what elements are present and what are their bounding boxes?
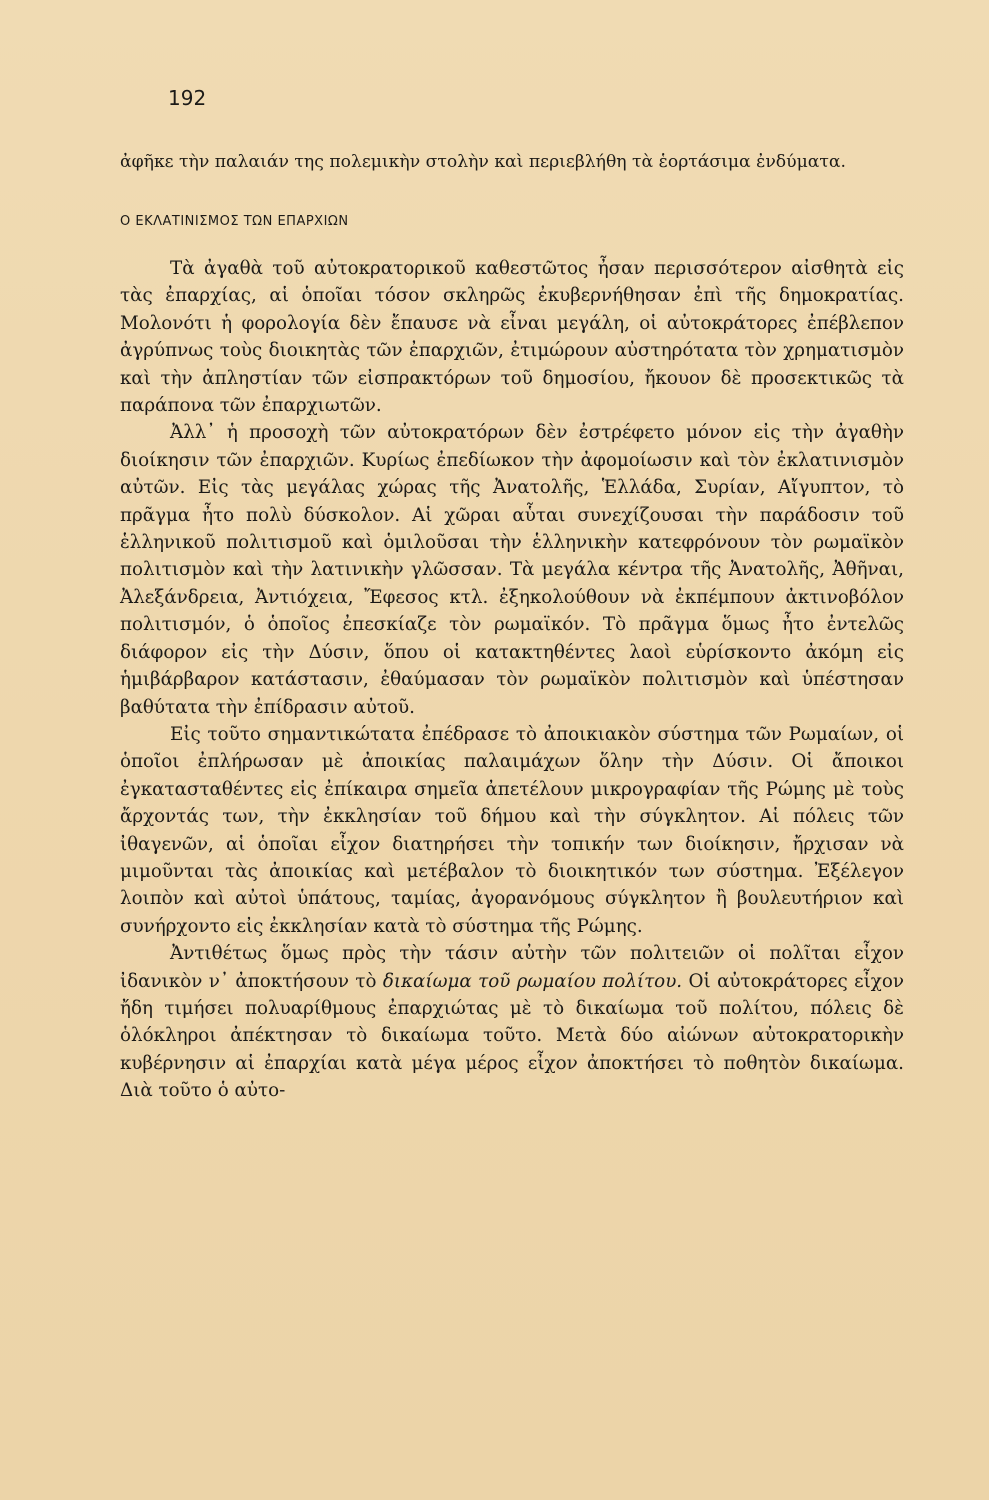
text-block bbox=[120, 150, 904, 1105]
intro-text: ἀφῆκε τὴν παλαιάν της πολεμικὴν στολὴν καὶ περιεβλήθη τὰ ἑορτάσιμα ἐνδύματα. bbox=[120, 152, 846, 172]
section-heading: Ο ΕΚΛΑΤΙΝΙΣΜΟΣ ΤΩΝ ΕΠΑΡΧΙΩΝ bbox=[120, 214, 349, 229]
paragraph-2: Ἀλλ᾽ ἡ προσοχὴ τῶν αὐτοκρατόρων δὲν ἐστρέφετο μόνον εἰς τὴν ἀγαθὴν διοίκησιν τῶν ἐπαρχιῶν. Κυρίως ἐπεδίωκον τὴν ἀφομοίωσιν καὶ τὸν ἐκλατινισμὸν αὐτῶν. Εἰς τὰς μεγάλας χώρας τῆς Ἀνατολῆς, Ἑλλάδα, Συρίαν, Αἴγυπτον, τὸ πρᾶγμα ἦτο πολὺ δύσκολον. Αἱ χῶραι αὗται συνεχίζουσαι τὴν παράδοσιν τοῦ ἑλληνικοῦ πολιτισμοῦ καὶ ὁμιλοῦσαι τὴν ἑλληνικὴν κατεφρόνουν τὸν ρωμαϊκὸν πολιτισμὸν καὶ τὴν λατινικὴν γλῶσσαν. Τὰ μεγάλα κέντρα τῆς Ἀνατολῆς, Ἀθῆναι, Ἀλεξάνδρεια, Ἀντιόχεια, Ἔφεσος κτλ. ἐξηκολούθουν νὰ ἐκπέμπουν ἀκτινοβόλον πολιτισμόν, ὁ ὁποῖος ἐπεσκίαζε τὸν ρωμαϊκόν. Τὸ πρᾶγμα ὅμως ἦτο ἐντελῶς διάφορον εἰς τὴν Δύσιν, ὅπου οἱ κατακτηθέντες λαοὶ εὑρίσκοντο ἀκόμη εἰς ἡμιβάρβαρον κατάστασιν, ἐθαύμασαν τὸν ρωμαϊκὸν πολιτισμὸν καὶ ὑπέστησαν βαθύτατα τὴν ἐπίδρασιν αὐτοῦ. bbox=[120, 422, 904, 718]
paragraph-4 bbox=[120, 940, 904, 1104]
paragraph-4-emphasis: δικαίωμα τοῦ ρωμαίου πολίτου. bbox=[382, 970, 683, 992]
paragraph-1: Τὰ ἀγαθὰ τοῦ αὐτοκρατορικοῦ καθεστῶτος ἦσαν περισσότερον αἰσθητὰ εἰς τὰς ἐπαρχίας, αἱ ὁποῖαι τόσον σκληρῶς ἐκυβερνήθησαν ἐπὶ τῆς δημοκρατίας. Μολονότι ἡ φορολογία δὲν ἔπαυσε νὰ εἶναι μεγάλη, οἱ αὐτοκράτορες ἐπέβλεπον ἀγρύπνως τοὺς διοικητὰς τῶν ἐπαρχιῶν, ἐτιμώρουν αὐστηρότατα τὸν χρηματισμὸν καὶ τὴν ἀπληστίαν τῶν εἰσπρακτόρων τοῦ δημοσίου, ἤκουον δὲ προσεκτικῶς τὰ παράπονα τῶν ἐπαρχιωτῶν. bbox=[120, 258, 904, 417]
paragraph-3: Εἰς τοῦτο σημαντικώτατα ἐπέδρασε τὸ ἀποικιακὸν σύστημα τῶν Ρωμαίων, οἱ ὁποῖοι ἐπλήρωσαν μὲ ἀποικίας παλαιμάχων ὅλην τὴν Δύσιν. Οἱ ἄποικοι ἐγκατασταθέντες εἰς ἐπίκαιρα σημεῖα ἀπετέλουν μικρογραφίαν τῆς Ρώμης μὲ τοὺς ἄρχοντάς των, τὴν ἐκκλησίαν τοῦ δήμου καὶ τὴν σύγκλητον. Αἱ πόλεις τῶν ἰθαγενῶν, αἱ ὁποῖαι εἶχον διατηρήσει τὴν τοπικήν των διοίκησιν, ἤρχισαν νὰ μιμοῦνται τὰς ἀποικίας καὶ μετέβαλον τὸ διοικητικόν των σύστημα. Ἐξέλεγον λοιπὸν καὶ αὐτοὶ ὑπάτους, ταμίας, ἀγορανόμους σύγκλητον ἢ βουλευτήριον καὶ συνήρχοντο εἰς ἐκκλησίαν κατὰ τὸ σύστημα τῆς Ρώμης. bbox=[120, 723, 904, 937]
page-number: 192 bbox=[168, 86, 207, 110]
paragraph-4-part2: Οἱ αὐτοκράτορες εἶχον ἤδη τιμήσει πολυαρίθμους ἐπαρχιώτας μὲ τὸ δικαίωμα τοῦ πολίτου, πόλεις δὲ ὁλόκληροι ἀπέκτησαν τὸ δικαίωμα τοῦτο. Μετὰ δύο αἰώνων αὐτοκρατορικὴν κυβέρνησιν αἱ ἐπαρχίαι κατὰ μέγα μέρος εἶχον ἀποκτήσει τὸ ποθητὸν δικαίωμα. Διὰ τοῦτο ὁ αὐτο- bbox=[120, 970, 904, 1102]
paragraph-4-part1: Ἀντιθέτως ὅμως πρὸς τὴν τάσιν αὐτὴν τῶν πολιτειῶν οἱ πολῖται εἶχον ἰδανικὸν ν᾽ ἀποκτήσουν τὸ bbox=[120, 943, 904, 992]
